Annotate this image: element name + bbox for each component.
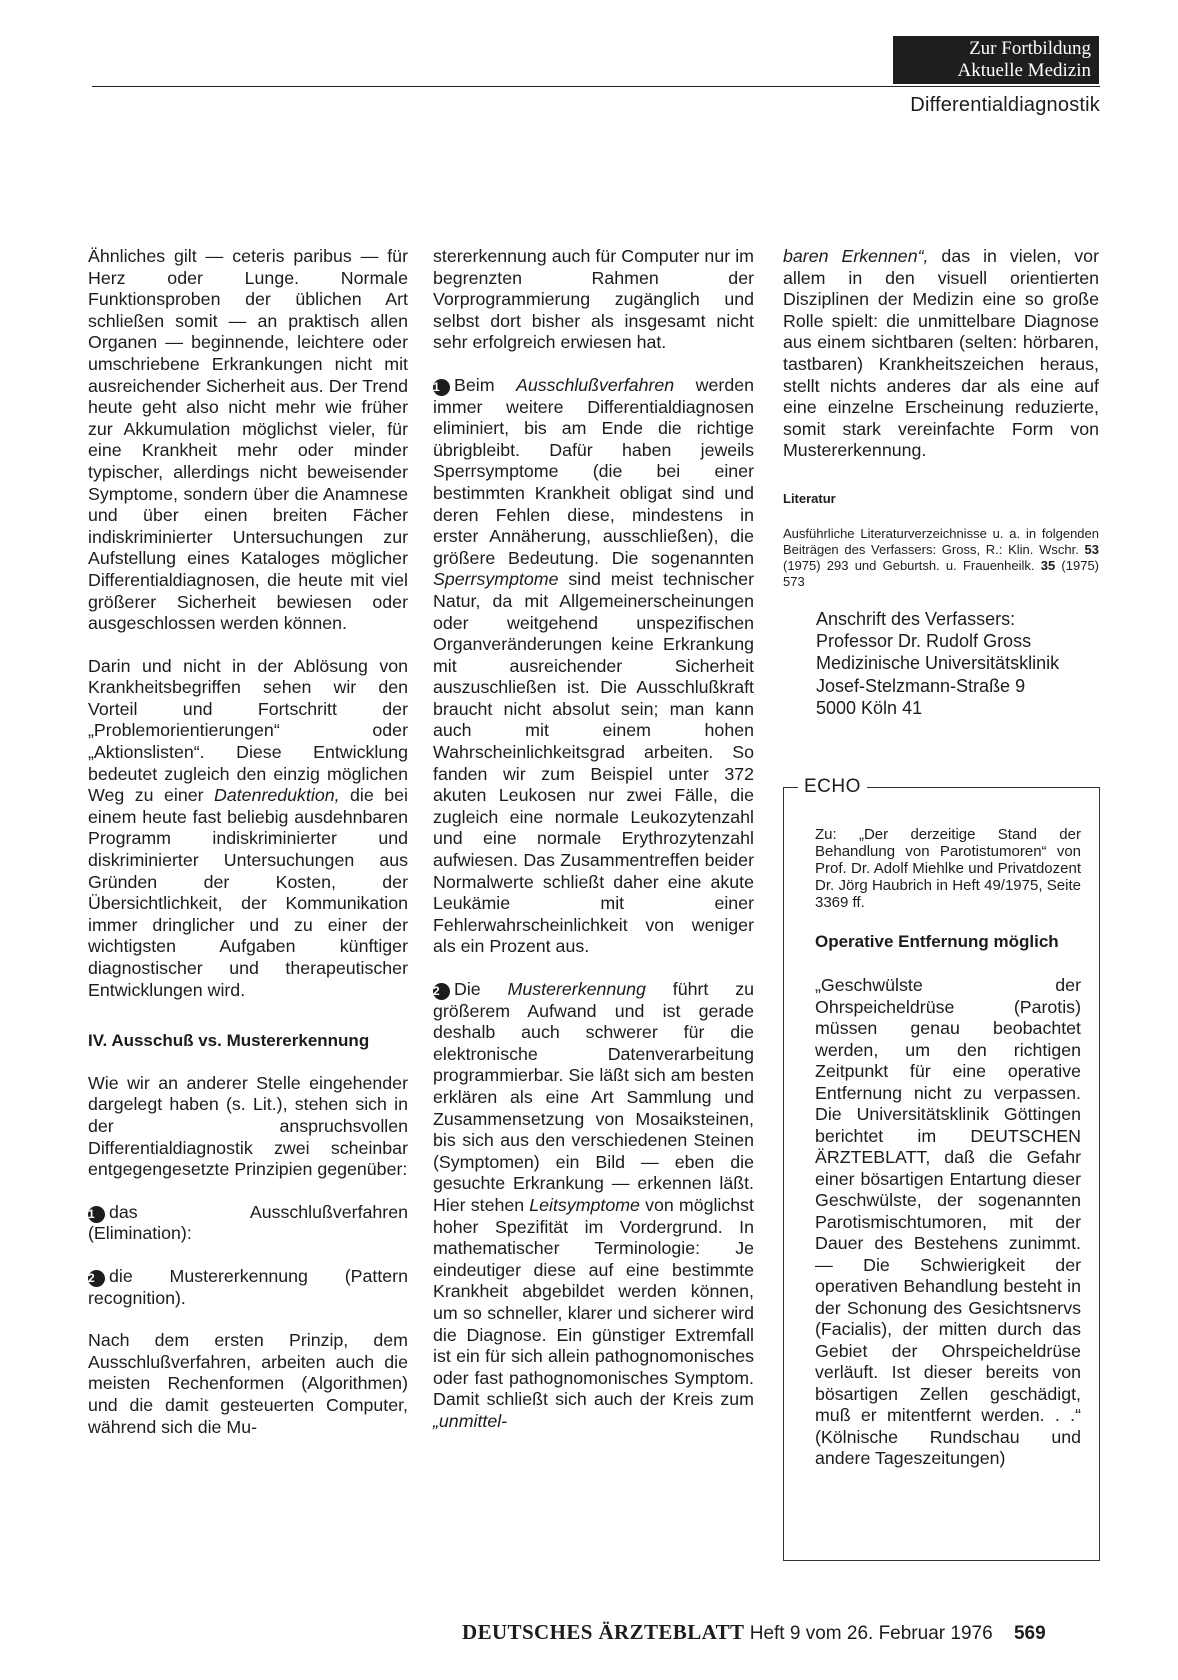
text-run: von möglichst hoher Spezifität im Vordergrund. In mathematischer Terminologie: Je eindeutiger diese auf eine bestimmte Krankheit abgebildet werden können, um so schneller, klarer und sicherer wird die Diagnose. Ein günstiger Extremfall ist ein für sich allein pathognomonisches oder fast pathognomonisches Symptom. Damit schließt sich auch der Kreis zum	[433, 1194, 754, 1410]
issue-info: Heft 9 vom 26. Februar 1976	[749, 1623, 993, 1644]
section-label-line1: Zur Fortbildung	[969, 38, 1091, 59]
number-bullet-icon: 1	[88, 1206, 105, 1223]
text-run: (1975) 573	[783, 557, 1099, 589]
emphasis: Sperrsymptome	[433, 569, 559, 590]
text-run: sind meist technischer Natur, da mit Allgemeinerscheinungen oder weitgehend unspezifischen Organveränderungen keine Erkrankung mit ausreichender Sicherheit auszuschließen ist. Die Ausschlußkraft braucht nicht absolut sein; man kann auch mit einem hohen Wahrscheinlichkeitsgrad arbeiten. So fanden wir zum Beispiel unter 372 akuten Leukosen nur zwei Fälle, die zugleich eine normale Leukozytenzahl und eine normale Erythrozytenzahl aufwiesen. Das Zusammentreffen beider Normalwerte schließt daher eine akute Leukämie mit einer Fehlerwahrscheinlichkeit von weniger als ein Prozent aus.	[433, 569, 754, 957]
column-1	[88, 246, 408, 1438]
col1-paragraph-3: Wie wir an anderer Stelle eingehender dargelegt haben (s. Lit.), stehen sich in der anspruchsvollen Differentialdiagnostik zwei scheinbar entgegengesetzte Prinzipien gegenüber:	[88, 1072, 408, 1180]
literature-text	[783, 526, 1099, 590]
volume-number: 35	[1040, 557, 1056, 573]
number-bullet-icon: 1	[433, 379, 450, 396]
list-item-text: das Ausschlußverfahren (Elimination):	[88, 1201, 408, 1244]
text-run: Die	[454, 979, 508, 999]
text-run: Ausführliche Literaturverzeichnisse u. a. in folgenden Beiträgen des Verfassers: Gross, R.: Klin. Wschr.	[783, 525, 1099, 557]
col1-paragraph-2	[88, 656, 408, 1002]
page-number: 569	[1013, 1623, 1046, 1644]
col1-paragraph-1: Ähnliches gilt — ceteris paribus — für Herz oder Lunge. Normale Funktionsproben der üblichen Art schließen somit — an praktisch allen Organen — beginnende, leichtere oder umschriebene Erkrankungen nicht mit ausreichender Sicherheit aus. Der Trend heute geht also nicht mehr wie früher zur Akkumulation möglichst vieler, für eine Krankheit mehr oder minder typischer, allerdings nicht beweisender Symptome, sondern über die Anamnese und über einen breiten Fächer indiskriminierter Untersuchungen zur Aufstellung eines Kataloges möglicher Differentialdiagnosen, die heute mit viel größerer Sicherheit bewiesen oder ausgeschlossen werden können.	[88, 246, 408, 634]
list-item-1	[88, 1202, 408, 1245]
header-rule	[92, 86, 1100, 87]
emphasis: Leitsymptome	[529, 1194, 640, 1215]
text-run: Beim	[454, 374, 517, 395]
footer	[462, 1620, 1046, 1645]
col3-paragraph-1	[783, 246, 1099, 462]
text-run: die bei einem heute fast beliebig ausdehnbaren Programm indiskriminierter und diskriminierter Untersuchungen aus Gründen der Kosten, der Übersichtlichkeit, der Kommunikation immer dringlicher und zu einer der wichtigsten Aufgaben künftiger diagnostischer und therapeutischer Entwicklungen wird.	[88, 785, 408, 1000]
col2-paragraph-3	[433, 979, 754, 1432]
emphasis: Mustererkennung	[507, 979, 646, 999]
running-title: Differentialdiagnostik	[910, 94, 1100, 116]
echo-title: ECHO	[798, 776, 867, 798]
emphasis: Ausschlußverfahren	[516, 374, 675, 395]
volume-number: 53	[1084, 541, 1099, 557]
text-run: führt zu größerem Aufwand und ist gerade deshalb auch schwerer für die elektronische Datenverarbeitung programmierbar. Sie läßt sich am besten erklären als eine Art Sammlung und Zusammensetzung von Mosaiksteinen, bis sich aus den verschiedenen Steinen (Symptomen) ein Bild — eben die gesuchte Erkrankung — erkennen läßt. Hier stehen	[433, 979, 755, 1215]
emphasis: Datenreduktion,	[214, 785, 340, 806]
text-run: werden immer weitere Differentialdiagnosen eliminiert, bis am Ende die richtige übrigbleibt. Dafür haben jeweils Sperrsymptome (die bei einer bestimmten Krankheit obligat sind und deren Fehlen diese, mindestens in erster Annäherung, ausschließen), die größere Bedeutung. Die sogenannten	[433, 374, 755, 568]
literature-heading: Literatur	[783, 490, 836, 506]
col2-paragraph-2	[433, 375, 754, 958]
column-3	[783, 246, 1099, 720]
emphasis: „unmittel-	[433, 1410, 508, 1431]
col1-paragraph-4: Nach dem ersten Prinzip, dem Ausschlußverfahren, arbeiten auch die meisten Rechenformen (Algorithmen) und die damit gesteuerten Computer, während sich die Mu-	[88, 1330, 408, 1437]
list-item-2	[88, 1266, 408, 1309]
address-line: 5000 Köln 41	[816, 698, 923, 719]
address-line: Medizinische Universitätsklinik	[816, 653, 1060, 674]
number-bullet-icon: 2	[433, 983, 450, 1000]
address-line: Anschrift des Verfassers:	[816, 608, 1016, 629]
col2-paragraph-1: stererkennung auch für Computer nur im begrenzten Rahmen der Vorprogrammierung zugänglich und selbst dort bisher als insgesamt nicht sehr erfolgreich erwiesen hat.	[433, 246, 754, 353]
echo-box	[783, 776, 1100, 1561]
author-address	[816, 608, 1099, 720]
echo-reference: Zu: „Der derzeitige Stand der Behandlung von Parotistumoren“ von Prof. Dr. Adolf Miehlke und Privatdozent Dr. Jörg Haubrich in Heft 49/1975, Seite 3369 ff.	[815, 826, 1081, 911]
text-run: das in vielen, vor allem in den visuell orientierten Disziplinen der Medizin eine so große Rolle spielt: die unmittelbare Diagnose aus einem sichtbaren (selten: hörbaren, tastbaren) Krankheitszeichen heraus, stellt nichts anderes dar als eine auf eine einzelne Erscheinung reduzierte, somit stark vereinfachte Form von Mustererkennung.	[783, 246, 1099, 461]
section-heading: IV. Ausschuß vs. Mustererkennung	[88, 1031, 370, 1051]
echo-quote: „Geschwülste der Ohrspeicheldrüse (Parotis) müssen genau beobachtet werden, um den richtigen Zeitpunkt für eine operative Entfernung nicht zu verpassen. Die Universitätsklinik Göttingen berichtet im DEUTSCHEN ÄRZTEBLATT, daß die Gefahr einer bösartigen Entartung dieser Geschwülste, der sogenannten Parotismischtumoren, mit der Dauer des Bestehens zunimmt. — Die Schwierigkeit der operativen Behandlung besteht in der Schonung des Gesichtsnervs (Facialis), der mitten durch das Gebiet der Ohrspeicheldrüse verläuft. Ist dieser bereits von bösartigen Zellen geschädigt, muß er mitentfernt werden. . .“ (Kölnische Rundschau und andere Tageszeitungen)	[815, 975, 1081, 1468]
section-label-line2: Aktuelle Medizin	[957, 60, 1091, 81]
text-run: Darin und nicht in der Ablösung von Krankheitsbegriffen sehen wir den Vorteil und Fortschritt der „Problemorientierungen“ oder „Aktionslisten“. Diese Entwicklung bedeutet zugleich den einzig möglichen Weg zu einer	[88, 655, 408, 806]
address-line: Professor Dr. Rudolf Gross	[816, 630, 1032, 651]
echo-heading: Operative Entfernung möglich	[815, 932, 1059, 951]
address-line: Josef-Stelzmann-Straße 9	[816, 675, 1026, 696]
journal-name: DEUTSCHES ÄRZTEBLATT	[462, 1620, 745, 1644]
echo-content	[815, 826, 1081, 1470]
column-2	[433, 246, 754, 1432]
text-run: (1975) 293 und Geburtsh. u. Frauenheilk.	[783, 557, 1041, 573]
section-label	[893, 36, 1099, 84]
emphasis: baren Erkennen“,	[783, 246, 929, 266]
list-item-text: die Mustererkennung (Pattern recognition).	[88, 1265, 408, 1308]
number-bullet-icon: 2	[88, 1270, 105, 1287]
